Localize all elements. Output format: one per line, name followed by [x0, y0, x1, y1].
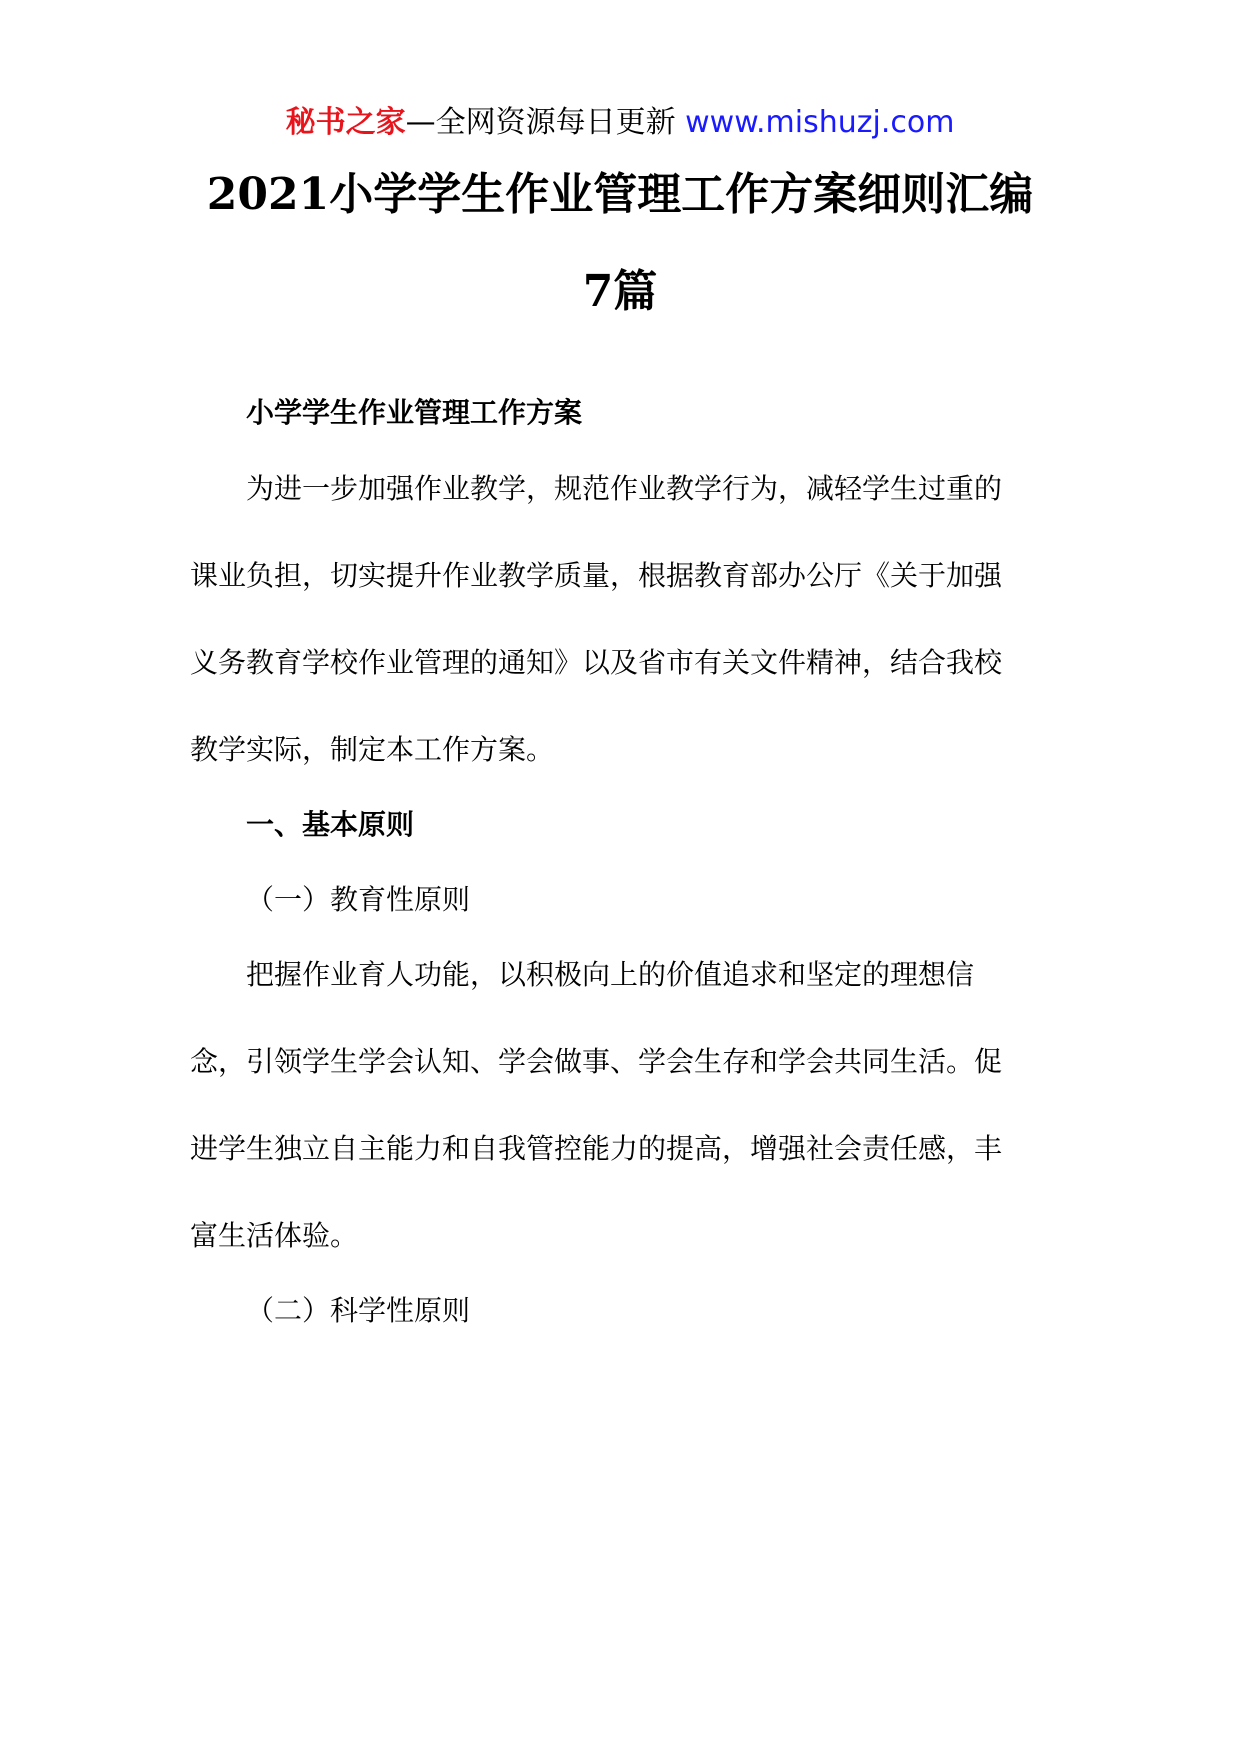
document-title-line-1: 2021小学学生作业管理工作方案细则汇编	[206, 169, 1034, 220]
section-title: 小学学生作业管理工作方案	[246, 396, 583, 429]
heading-basic-principles: 一、基本原则	[246, 808, 415, 841]
site-header	[0, 100, 1240, 146]
para-1-line-2: 念，引领学生学会认知、学会做事、学会生存和学会共同生活。促	[190, 1045, 1003, 1078]
subheading-scientific-principle: （二）科学性原则	[246, 1294, 471, 1327]
intro-line-3: 义务教育学校作业管理的通知》以及省市有关文件精神，结合我校	[190, 646, 1003, 679]
para-1-line-1: 把握作业育人功能，以积极向上的价值追求和坚定的理想信	[246, 958, 975, 991]
intro-line-4: 教学实际，制定本工作方案。	[190, 733, 555, 766]
document-title-line-2: 7篇	[582, 266, 658, 317]
intro-line-1: 为进一步加强作业教学，规范作业教学行为，减轻学生过重的	[246, 472, 1003, 505]
brand-name: 秘书之家	[285, 105, 406, 140]
intro-line-2: 课业负担，切实提升作业教学质量，根据教育部办公厅《关于加强	[190, 559, 1003, 592]
header-slogan: —全网资源每日更新	[405, 105, 676, 140]
site-url-link[interactable]: www.mishuzj.com	[685, 105, 955, 140]
subheading-educational-principle: （一）教育性原则	[246, 883, 471, 916]
para-1-line-4: 富生活体验。	[190, 1219, 359, 1252]
para-1-line-3: 进学生独立自主能力和自我管控能力的提高，增强社会责任感，丰	[190, 1132, 1003, 1165]
